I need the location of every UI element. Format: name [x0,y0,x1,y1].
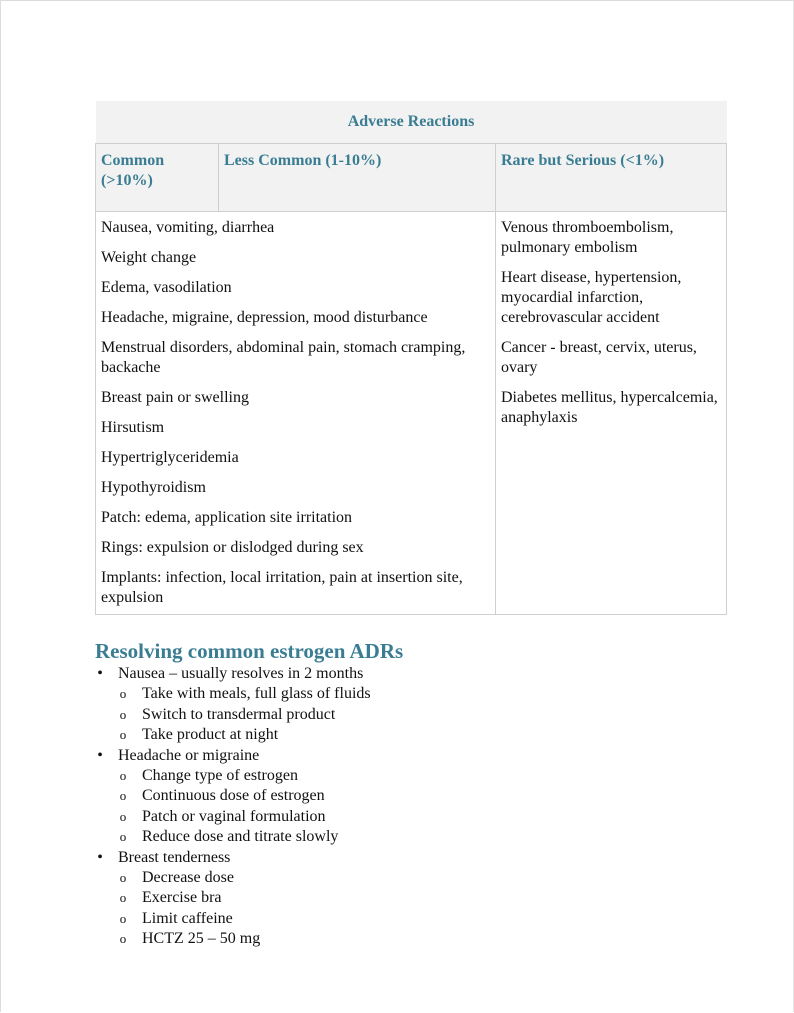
sub-list-item [118,766,735,786]
sub-list-item [118,786,735,806]
rare-item: Diabetes mellitus, hypercalcemia, anaphylaxis [501,389,718,426]
sub-list-item [118,888,735,908]
sub-list-item-text: HCTZ 25 – 50 mg [142,930,261,948]
header-less-common: Less Common (1-10%) [219,144,496,212]
bullet-icon: • [97,848,103,866]
sub-list-item [118,827,735,847]
sub-list-item-text: Switch to transdermal product [142,705,336,723]
sub-list-item [118,807,735,827]
sub-list-item [118,929,735,949]
common-cell [96,212,496,615]
sub-list-item-text: Limit caffeine [142,909,233,927]
common-item: Edema, vasodilation [101,279,232,296]
adr-list [95,664,735,950]
sub-list-item-text: Reduce dose and titrate slowly [142,828,339,846]
common-item: Rings: expulsion or dislodged during sex [101,539,364,556]
sub-list-item-text: Decrease dose [142,869,234,887]
adverse-reactions-table [95,101,727,615]
rare-cell [496,212,727,615]
sub-list-item [118,705,735,725]
common-item: Hypertriglyceridemia [101,449,239,466]
sub-list [118,684,735,745]
common-item: Menstrual disorders, abdominal pain, stomach cramping, backache [101,339,466,376]
list-item [95,848,735,950]
common-item: Headache, migraine, depression, mood disturbance [101,309,428,326]
circle-bullet-icon: o [119,890,127,906]
circle-bullet-icon: o [119,706,127,722]
common-item: Patch: edema, application site irritation [101,509,353,526]
circle-bullet-icon: o [119,808,127,824]
circle-bullet-icon: o [119,768,127,784]
sub-list [118,766,735,848]
sub-list-item [118,725,735,745]
sub-list-item-text: Take with meals, full glass of fluids [142,685,371,703]
sub-list-item-text: Take product at night [142,726,279,744]
list-item-text: Breast tenderness [118,848,231,866]
adverse-reactions-table-wrapper [95,101,726,615]
circle-bullet-icon: o [119,829,127,845]
common-item: Nausea, vomiting, diarrhea [101,219,275,236]
rare-item: Heart disease, hypertension, myocardial infarction, cerebrovascular accident [501,269,682,326]
sub-list-item-text: Patch or vaginal formulation [142,807,326,825]
common-item: Hirsutism [101,419,165,436]
sub-list-item [118,868,735,888]
common-item: Implants: infection, local irritation, pain at insertion site, expulsion [101,569,463,606]
sub-list-item-text: Exercise bra [142,889,222,907]
common-item: Breast pain or swelling [101,389,249,406]
sub-list-item [118,684,735,704]
circle-bullet-icon: o [119,931,127,947]
sub-list-item [118,909,735,929]
section-title: Resolving common estrogen ADRs [95,639,404,663]
circle-bullet-icon: o [119,910,127,926]
circle-bullet-icon: o [119,870,127,886]
circle-bullet-icon: o [119,727,127,743]
rare-item: Venous thromboembolism, pulmonary embolism [501,219,674,256]
table-caption: Adverse Reactions [96,101,727,144]
sub-list [118,868,735,950]
list-item [95,746,735,848]
circle-bullet-icon: o [119,686,127,702]
common-item: Weight change [101,249,197,266]
resolving-adrs-section [95,638,735,950]
list-item-text: Headache or migraine [118,746,260,764]
rare-item: Cancer - breast, cervix, uterus, ovary [501,339,697,376]
list-item-text: Nausea – usually resolves in 2 months [118,665,364,682]
header-rare-serious: Rare but Serious (<1%) [496,144,727,212]
sub-list-item-text: Continuous dose of estrogen [142,787,325,805]
bullet-icon: • [97,665,103,682]
list-item [95,664,735,746]
bullet-icon: • [97,746,103,764]
circle-bullet-icon: o [119,788,127,804]
sub-list-item-text: Change type of estrogen [142,767,298,785]
common-item: Hypothyroidism [101,479,206,496]
header-common: Common (>10%) [96,144,219,212]
